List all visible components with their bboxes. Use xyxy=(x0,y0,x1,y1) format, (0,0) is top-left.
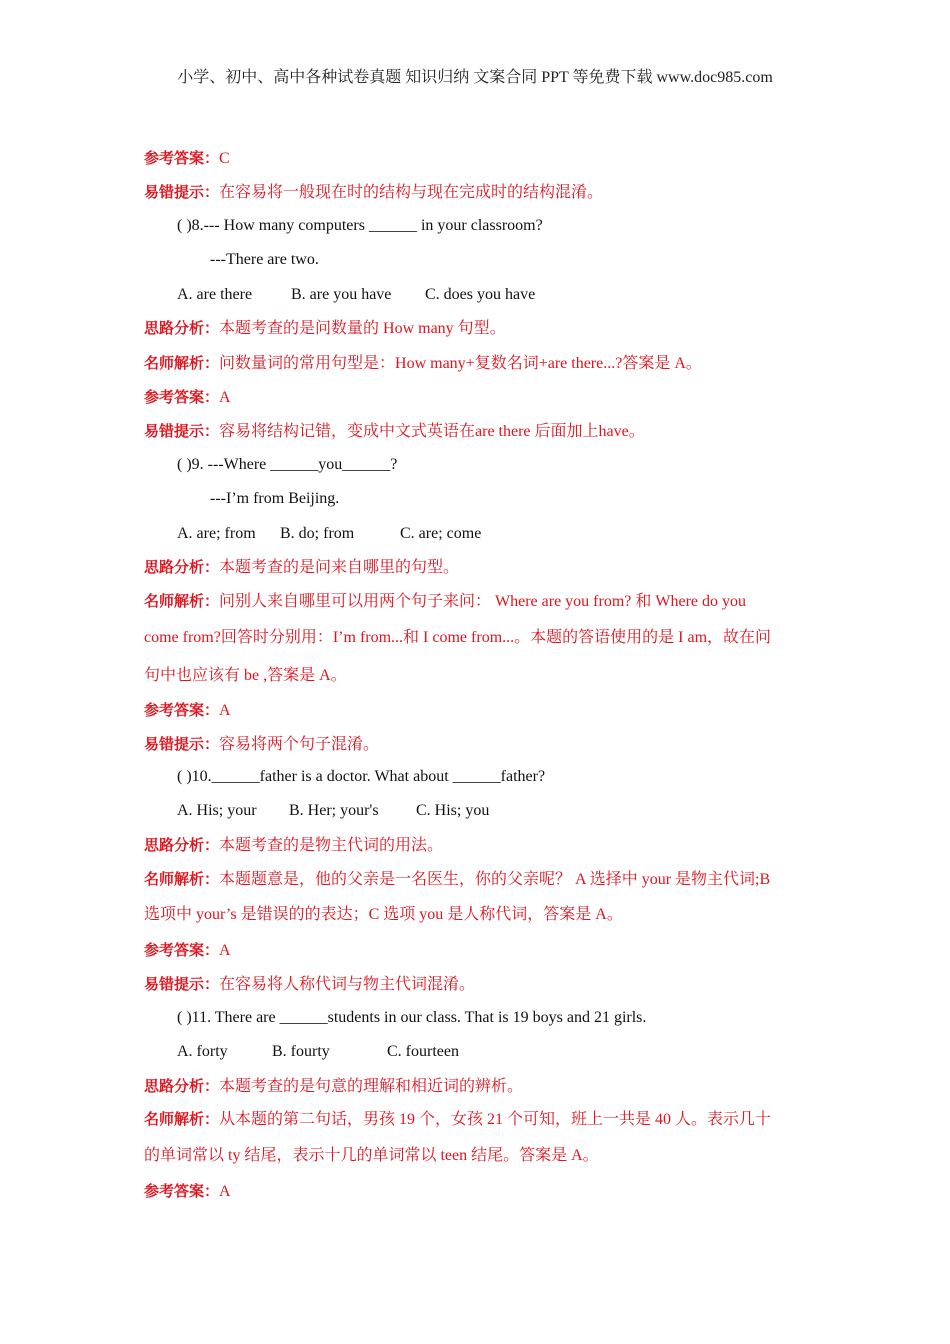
question-9-stem: ( )9. ---Where ______you______? xyxy=(177,456,398,473)
question-8-teacher xyxy=(144,353,702,374)
mistake-label: 易错提示： xyxy=(144,735,220,753)
analysis-text: 本题考查的是句意的理解和相近词的辨析。 xyxy=(219,1078,524,1095)
option-c: C. are; come xyxy=(400,525,482,542)
option-b: B. do; from xyxy=(280,525,355,542)
question-10-answer xyxy=(144,940,231,961)
option-c: C. does you have xyxy=(425,286,536,303)
question-11-stem: ( )11. There are ______students in our class. That is 19 boys and 21 girls. xyxy=(177,1009,647,1026)
teacher-label: 名师解析： xyxy=(144,870,220,888)
mistake-text: 容易将结构记错，变成中文式英语在are there 后面加上have。 xyxy=(219,423,645,440)
mistake-label: 易错提示： xyxy=(144,975,220,993)
analysis-label: 思路分析： xyxy=(144,558,220,576)
teacher-label: 名师解析： xyxy=(144,1110,220,1128)
answer-label: 参考答案： xyxy=(144,701,220,719)
question-11-teacher-1 xyxy=(144,1109,771,1130)
question-8-mistake xyxy=(144,421,645,442)
question-11-teacher-2: 的单词常以 ty 结尾，表示十几的单词常以 teen 结尾。答案是 A。 xyxy=(144,1147,599,1164)
teacher-text: 本题题意是，他的父亲是一名医生，你的父亲呢？ A 选择中 your 是物主代词;B xyxy=(219,871,771,888)
teacher-label: 名师解析： xyxy=(144,592,220,610)
question-10-analysis xyxy=(144,835,443,856)
prev-answer-line xyxy=(144,148,230,169)
teacher-text: 问别人来自哪里可以用两个句子来问： Where are you from? 和 Where do you xyxy=(219,593,747,610)
answer-value: A xyxy=(219,702,231,719)
option-a: A. forty xyxy=(177,1043,228,1060)
question-8-stem: ( )8.--- How many computers ______ in your classroom? xyxy=(177,217,543,234)
question-9-teacher-1 xyxy=(144,591,746,612)
analysis-label: 思路分析： xyxy=(144,836,220,854)
answer-value: C xyxy=(219,150,230,167)
mistake-text: 在容易将一般现在时的结构与现在完成时的结构混淆。 xyxy=(219,184,604,201)
question-9-answer xyxy=(144,700,231,721)
question-11-analysis xyxy=(144,1076,523,1097)
question-9-teacher-3: 句中也应该有 be ,答案是 A。 xyxy=(144,667,347,684)
answer-label: 参考答案： xyxy=(144,941,220,959)
mistake-text: 在容易将人称代词与物主代词混淆。 xyxy=(219,976,476,993)
question-9-analysis xyxy=(144,557,459,578)
question-9-teacher-2: come from?回答时分别用：I’m from...和 I come from...。本题的答语使用的是 I am，故在问 xyxy=(144,629,772,646)
question-10-options xyxy=(144,801,489,821)
prev-mistake-line xyxy=(144,182,603,203)
answer-label: 参考答案： xyxy=(144,149,220,167)
question-9-options xyxy=(144,524,481,544)
analysis-text: 本题考查的是问来自哪里的句型。 xyxy=(219,559,460,576)
question-8-analysis xyxy=(144,318,506,339)
option-a: A. His; your xyxy=(177,802,257,819)
analysis-label: 思路分析： xyxy=(144,1077,220,1095)
question-11-answer xyxy=(144,1181,231,1202)
question-8-reply: ---There are two. xyxy=(210,251,319,268)
mistake-label: 易错提示： xyxy=(144,183,220,201)
answer-label: 参考答案： xyxy=(144,1182,220,1200)
question-10-mistake xyxy=(144,974,475,995)
analysis-label: 思路分析： xyxy=(144,319,220,337)
question-10-teacher-2: 选项中 your’s 是错误的的表达；C 选项 you 是人称代词，答案是 A。 xyxy=(144,906,623,923)
teacher-text: 问数量词的常用句型是：How many+复数名词+are there...?答案是 A。 xyxy=(219,355,702,372)
answer-value: A xyxy=(219,942,231,959)
option-a: A. are there xyxy=(177,286,253,303)
option-b: B. fourty xyxy=(272,1043,330,1060)
page-header: 小学、初中、高中各种试卷真题 知识归纳 文案合同 PPT 等免费下载 www.doc985.com xyxy=(177,69,773,86)
question-8-options xyxy=(144,285,535,305)
question-11-options xyxy=(144,1042,459,1062)
analysis-text: 本题考查的是问数量的 How many 句型。 xyxy=(219,320,506,337)
mistake-label: 易错提示： xyxy=(144,422,220,440)
option-a: A. are; from xyxy=(177,525,256,542)
option-b: B. Her; your's xyxy=(289,802,379,819)
question-10-stem: ( )10.______father is a doctor. What about ______father? xyxy=(177,768,546,785)
question-9-reply: ---I’m from Beijing. xyxy=(210,490,340,507)
answer-value: A xyxy=(219,389,231,406)
teacher-text: 从本题的第二句话，男孩 19 个，女孩 21 个可知，班上一共是 40 人。表示几十 xyxy=(219,1111,772,1128)
analysis-text: 本题考查的是物主代词的用法。 xyxy=(219,837,444,854)
question-9-mistake xyxy=(144,734,379,755)
option-b: B. are you have xyxy=(291,286,392,303)
teacher-label: 名师解析： xyxy=(144,354,220,372)
answer-label: 参考答案： xyxy=(144,388,220,406)
answer-value: A xyxy=(219,1183,231,1200)
question-8-answer xyxy=(144,387,231,408)
mistake-text: 容易将两个句子混淆。 xyxy=(219,736,380,753)
option-c: C. His; you xyxy=(416,802,490,819)
question-10-teacher-1 xyxy=(144,869,770,890)
option-c: C. fourteen xyxy=(387,1043,459,1060)
